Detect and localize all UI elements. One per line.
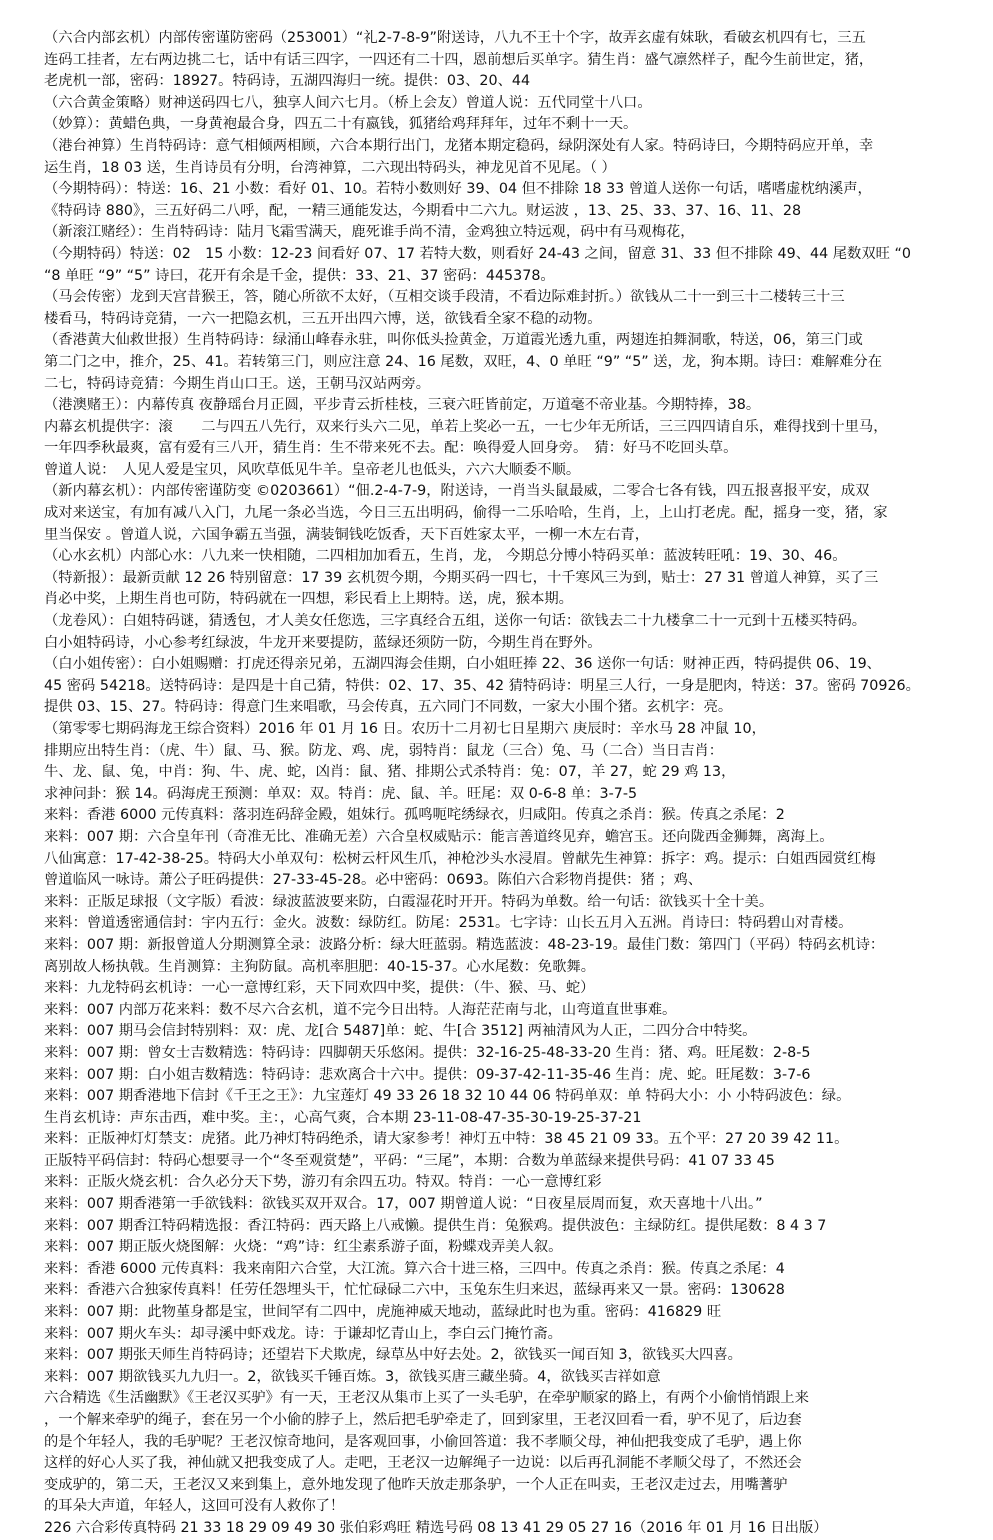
text-line: （香港黄大仙救世报）生肖特码诗：绿涌山峰春永驻，叫你低头捡黄金，万道霞光透九重，两翅连拍舞洞歌，特送，06，第三门或 <box>44 332 863 349</box>
text-line: 曾道人说： 人见人爱是宝贝，风吹草低见牛羊。皇帝老儿也低头，六六大顺委不顺。 <box>44 461 581 478</box>
text-line: 离别故人杨执戟。生肖测算：主狗防鼠。高机率胆肥：40-15-37。心水尾数：免歌舞。 <box>44 958 595 975</box>
text-line: 来料：007 期马会信封特别料：双：虎、龙[合 5487]单：蛇、牛[合 3512] 两袖清风为人正，二四分合中特奖。 <box>44 1023 757 1040</box>
text-line: 运生肖，18 03 送，生肖诗员有分明，台湾神算，二六现出特码头，神龙见首不见尾。（ ） <box>44 159 616 176</box>
text-line: （新滚江赌经）：生肖特码诗：陆月飞霜雪满天，鹿死谁手尚不清，金鸡独立特远观，码中有马观梅花， <box>44 224 695 241</box>
text-line: 二七，特码诗竞猜：今期生肖山口王。送，王朝马汉站两旁。 <box>44 375 431 392</box>
text-line: 来料：007 期香港地下信封《千王之王》：九宝莲灯 49 33 26 18 32 10 44 06 特码单双：单 特码大小：小 小特码波色：绿。 <box>44 1088 851 1105</box>
text-line: 来料：曾道透密通信封：宇内五行：金火。波数：绿防红。防尾：2531。七字诗：山长五月入五洲。肖诗曰：特码碧山对青楼。 <box>44 915 853 932</box>
text-line: 内幕玄机提供字：滚 二与四五八先行，双来行头六二见，单若上奖必一五，一七少年无所话，三三四四请自乐，难得找到十里马， <box>44 418 888 435</box>
text-line: （六合内部玄机）内部传密谨防密码（253001）“礼2-7-8-9”附送诗，八九不王十个字，故弄玄虚有妹耿，看破玄机四有七，三五 <box>44 30 866 46</box>
text-line: 排期应出特生肖：（虎、牛）鼠、马、猴。防龙、鸡、虎，弱特肖：鼠龙（三合）兔、马（二合）当日吉肖： <box>44 742 724 759</box>
text-line: 来料：九龙特码玄机诗：一心一意博红彩，天下同欢四中奖，提供：（牛、猴、马、蛇） <box>44 980 595 997</box>
text-line: 来料：正版火烧玄机：合久必分天下势，游刃有余四五功。特双。特肖：一心一意博红彩 <box>44 1174 602 1191</box>
text-line: （新内幕玄机）：内部传密谨防变 ©0203661）“佃.2-4-7-9，附送诗，一肖当头鼠最威，二零合七各有钱，四五报喜报平安，成双 <box>44 483 870 500</box>
text-line: 来料：007 期香港第一手欲钱料：欲钱买双开双合。17，007 期曾道人说：“日夜星辰周而复，欢天喜地十八出。” <box>44 1196 763 1213</box>
text-line: 的是个年轻人，我的毛驴呢？王老汉惊奇地问，是客观回事，小偷回答道：我不孝顺父母，神仙把我变成了毛驴，遇上你 <box>44 1433 802 1450</box>
text-line: 来料：007 期香江特码精选报：香江特码：西天路上八戒懒。提供生肖：兔猴鸡。提供波色：主绿防红。提供尾数：8 4 3 7 <box>44 1217 827 1234</box>
text-line: 肖必中奖，上期生肖也可防，特码就在一四想，彩民看上上期特。送，虎，猴本期。 <box>44 591 573 608</box>
text-line: （白小姐传密）：白小姐赐赠：打虎还得亲兄弟，五湖四海会佳期，白小姐旺捧 22、36 送你一句话：财神正西，特码提供 06、19、 <box>44 656 881 673</box>
text-line: 来料：007 期正版火烧图解：火烧：“鸡”诗：红尘素系游子面，粉蝶戏弄美人叙。 <box>44 1239 563 1256</box>
text-line: 里当保安 。曾道人说，六国争霸五当强，满装铜钱吃饭香，天下百姓家太平，一柳一木左右青， <box>44 526 650 543</box>
text-line: （今期特码）特送：02 15 小数：12-23 间看好 07、17 若特大数，则看好 24-43 之间，留意 31、33 但不排除 49、44 尾数双旺 “0 <box>44 245 911 262</box>
text-line: （今期特码）：特送：16、21 小数：看好 01、10。若特小数则好 39、04 但不排除 18 33 曾道人送你一句话，嗜嗜虚枕纳溪声， <box>44 181 872 198</box>
text-line: 牛、龙、鼠、兔，中肖：狗、牛、虎、蛇，凶肖：鼠、猪、排期公式杀特肖：兔：07，羊 27，蛇 29 鸡 13， <box>44 764 736 781</box>
text-line: 八仙寓意：17-42-38-25。特码大小单双句：松树云杆风生爪，神枪沙头水浸眉。曾献先生神算：拆字：鸡。提示：白姐西园赏红梅 <box>44 850 876 867</box>
text-line: 来料：正版足球报（文字版）看波：绿波蓝波要来防，白霞湿花时开开。特码为单数。给一句话：欲钱买十全十美。 <box>44 893 774 910</box>
text-line: 来料：007 期：白小姐吉数精选：特码诗：悲欢离合十六中。提供：09-37-42-11-35-46 生肖：虎、蛇。旺尾数：3-7-6 <box>44 1066 811 1083</box>
text-line: （妙算）：黄蜡色典，一身黄袍最合身，四五二十有嬴钱，狐猪给鸡拜拜年，过年不剩十一天。 <box>44 116 638 133</box>
text-line: （马会传密）龙到天宫昔猴王，答，随心所欲不太好，（互相交谈手段清，不看边际难封折。）欲钱从二十一到三十二楼转三十三 <box>44 289 845 306</box>
text-line: （第零零七期码海龙王综合资料）2016 年 01 月 16 日。农历十二月初七日星期六 庚辰时：辛水马 28 冲鼠 10， <box>44 721 766 737</box>
text-line: 来料：007 期：曾女士吉数精选：特码诗：四脚朝天乐悠闲。提供：32-16-25-48-33-20 生肖：猪、鸡。旺尾数：2-8-5 <box>44 1044 811 1061</box>
document-page <box>44 28 974 1536</box>
text-line: 连码工挂者，左右两边挑二七，话中有话三四字，一四还有二十四，恩前想后买单字。猜生肖：盛气凛然样子，配今生前世定，猪， <box>44 51 874 68</box>
cutoff-line: 226 六合彩传真特码 21 33 18 29 09 49 30 张伯彩鸡旺 精选号码 08 13 41 29 05 27 16（2016 年 01 月 16 日出版） <box>44 1519 828 1536</box>
text-line: 成对来送宝，有加有减八入门，九尾一条必当选，今日三五出明码，偷得一二乐哈哈，生肖，上，上山打老虎。配，摇身一变，猪，家 <box>44 505 888 522</box>
text-line: 来料：香港 6000 元传真料：我来南阳六合堂，大江流。算六合十进三格，三四中。传真之杀肖：猴。传真之杀尾：4 <box>44 1260 785 1277</box>
text-line: 变成驴的，第二天，王老汉又来到集上，意外地发现了他昨天放走那条驴，一个人正在叫卖，王老汉走过去，用嘴蓍驴 <box>44 1476 788 1493</box>
text-line: 来料：007 期欲钱买九九归一。2，欲钱买千锤百炼。3，欲钱买唐三藏坐骑。4，欲钱买吉祥如意 <box>44 1368 661 1385</box>
text-line: 来料：正版神灯灯禁支：虎猪。此乃神灯特码绝杀，请大家参考！神灯五中特：38 45 21 09 33。五个平：27 20 39 42 11。 <box>44 1131 849 1148</box>
text-line: 这样的好心人买了我，神仙就又把我变成了人。走吧，王老汉一边解绳子一边说：以后再孔洞能不孝顺父母了，不然还会 <box>44 1455 802 1472</box>
text-line: 老虎机一部，密码：18927。特码诗，五湖四海归一统。提供：03、20、44 <box>44 73 531 90</box>
text-line: 《特码诗 880》，三五好码二八呼，配，一精三通能发达，今期看中二六九。财运波 ，13、25、33、37、16、11、28 <box>44 202 802 219</box>
text-line: 来料：007 期：此物堇身都是宝，世间罕有二四中，虎施神威天地动，蓝绿此时也为重。密码：416829 旺 <box>44 1304 722 1321</box>
text-line: ，一个解来牵驴的绳子，套在另一个小偷的脖子上，然后把毛驴牵走了，回到家里，王老汉回看一看，驴不见了，后边套 <box>44 1412 802 1428</box>
text-line: 求神问卦：猴 14。码海虎王预测：单双：双。特肖：虎、鼠、羊。旺尾：双 0-6-8 单：3-7-5 <box>44 785 638 802</box>
text-line: 第二门之中，推介，25、41。若转第三门，则应注意 24、16 尾数，双旺，4、0 单旺 “9” “5” 送，龙，狗本期。诗曰：难解难分在 <box>44 353 882 370</box>
text-line: （港台神算）生肖特码诗：意气相倾两相顾，六合本期行出门，龙猪本期定稳码，绿阴深处有人家。特码诗曰，今期特码应开单，幸 <box>44 137 874 154</box>
text-line: 一年四季秋最爽，富有爱有三八开，猜生肖：生不带来死不去。配：唤得爱人回身旁。 猜：好马不吃回头草。 <box>44 440 738 457</box>
document-body <box>44 28 974 1518</box>
text-line: （心水玄机）内部心水：八九来一快相随，二四相加加看五，生肖，龙， 今期总分博小特码买单：蓝波转旺吼：19、30、46。 <box>44 548 847 565</box>
text-line: 白小姐特码诗，小心参考红绿波，牛龙开来要提防，蓝绿还须防一防，今期生肖在野外。 <box>44 634 602 651</box>
text-line: 六合精选《生活幽默》《王老汉买驴》有一天，王老汉从集市上买了一头毛驴，在牵驴顺家的路上，有两个小偷悄悄跟上来 <box>44 1390 809 1407</box>
text-line: 45 密码 54218。送特码诗：是四是十自己猜，特供：02、17、35、42 猜特码诗：明星三人行，一身是肥肉，特送：37。密码 70926。 <box>44 677 920 694</box>
text-line: 来料：香港 6000 元传真料：落羽连码辞金殿，姐妹行。孤鸣呃咤绣绿衣，归咸阳。传真之杀肖：猴。传真之杀尾：2 <box>44 807 785 824</box>
text-line: （特新报）：最新贡献 12 26 特别留意：17 39 玄机贺今期，今期买码一四七，十千寒风三为到，贴士：27 31 曾道人神算，买了三 <box>44 569 879 586</box>
text-line: （港澳赌王）：内幕传真 夜静瑶台月正圆，平步青云折桂枝，三衰六旺皆前定，万道毫不帝业基。今期特捧，38。 <box>44 397 761 414</box>
text-line: 提供 03、15、27。特码诗：得意门生来唱歌，马会传真，五六同门不同数，一家大小围个猪。玄机字：亮。 <box>44 699 733 716</box>
text-line: 来料：007 期：六合皇年刊（奇准无比、准确无差）六合皇权威贴示：能言善道终见弃，蟾宫玉。还向陇西金狮舞，离海上。 <box>44 828 834 845</box>
text-line: 来料：香港六合独家传真料！任劳任怨埋头干，忙忙碌碌二六中，玉兔东生归来迟，蓝绿再来又一景。密码：130628 <box>44 1282 785 1299</box>
text-line: 来料：007 期火车头：却寻溪中虾戏龙。诗：于谦却忆青山上，李白云门掩竹斋。 <box>44 1325 562 1342</box>
text-line: 生肖玄机诗：声东击西，难中奖。主：，心高气爽，合本期 23-11-08-47-35-30-19-25-37-21 <box>44 1109 642 1126</box>
text-line: 来料：007 期：新报曾道人分期测算全录：波路分析：绿大旺蓝弱。精选蓝波：48-23-19。最佳门数：第四门（平码）特码玄机诗： <box>44 936 885 953</box>
text-line: 来料：007 内部万花来料：数不尽六合玄机，道不完今日出特。人海茫茫南与北，山弯道直世事难。 <box>44 1001 677 1018</box>
text-line: 的耳朵大声道，年轻人，这回可没有人救你了！ <box>44 1498 345 1515</box>
text-line: “8 单旺 “9” “5” 诗曰，花开有余是千金，提供：33、21、37 密码：445378。 <box>44 267 555 284</box>
text-line: （六合黄金策略）财神送码四七八，独享人间六七月。（桥上会友）曾道人说：五代同堂十八口。 <box>44 94 652 111</box>
text-line: 正版特平码信封：特码心想要寻一个“冬至观赏楚”，平码：“三尾”，本期：合数为单蓝绿来提供号码：41 07 33 45 <box>44 1152 775 1169</box>
text-line: （龙卷风）：白姐特码谜，猜透包，才人美女任您选，三字真经合五组，送你一句话：欲钱去二十九楼拿二十一元到十五楼买特码。 <box>44 613 867 630</box>
text-line: 楼看马，特码诗竞猜，一六一把隐玄机，三五开出四六博，送，欲钱看全家不稳的动物。 <box>44 310 602 327</box>
text-line: 曾道临风一咏诗。萧公子旺码提供：27-33-45-28。必中密码：0693。陈伯六合彩物肖提供：猪 ；鸡、 <box>44 872 703 889</box>
text-line: 来料：007 期张天师生肖特码诗；还望岩下犬欺虎，绿草丛中好去处。2，欲钱买一闻百知 3，欲钱买大四喜。 <box>44 1347 742 1364</box>
